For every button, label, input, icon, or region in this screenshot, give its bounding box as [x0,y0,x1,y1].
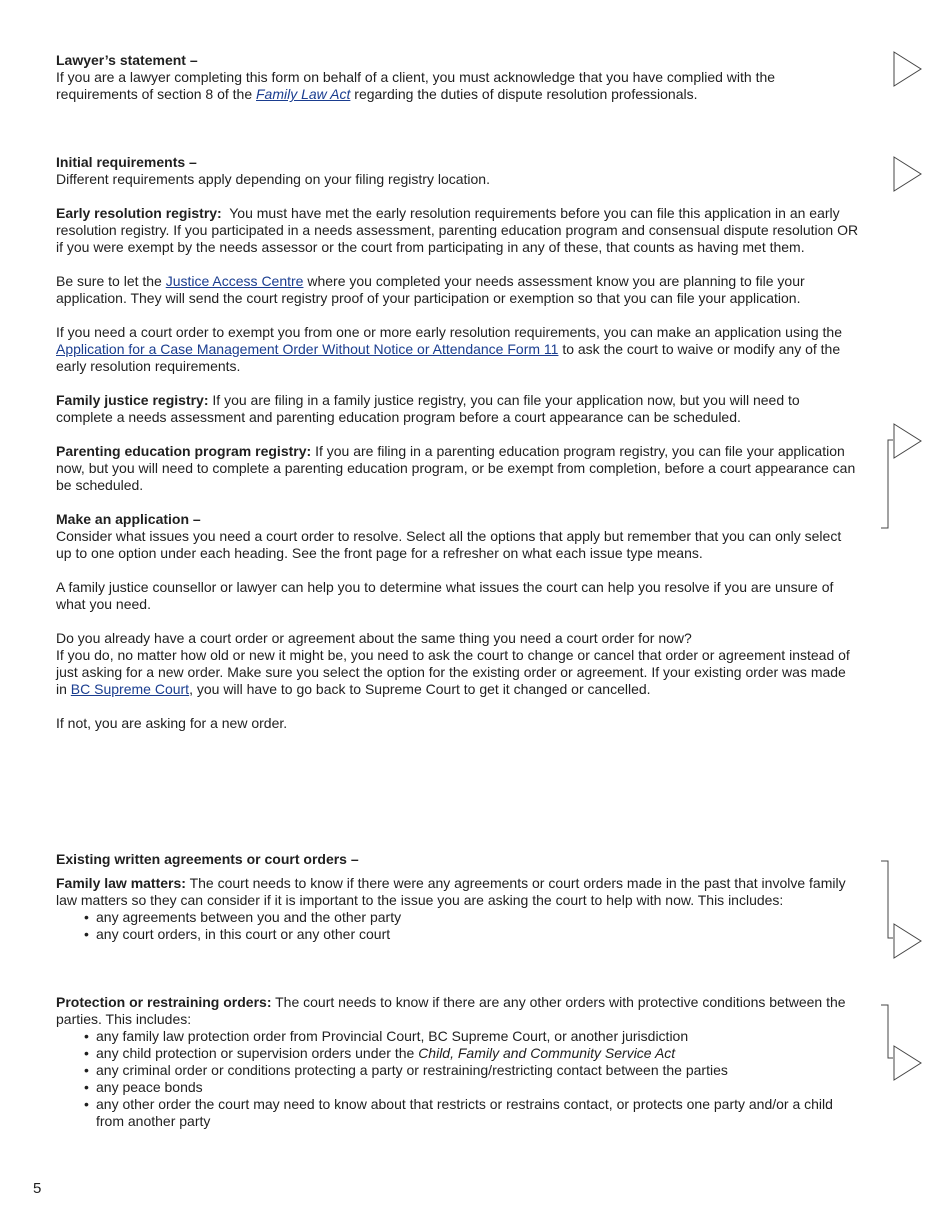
application-p1: Consider what issues you need a court order to resolve. Select all the options that apply but remember that you can only select up to one option under each heading. See the front page for a refresher on what each issue type means. [56,528,842,561]
existing-heading: Existing written agreements or court orders – [56,851,359,867]
arrow-marker-icon [893,156,923,192]
list-item: • any agreements between you and the other party [96,909,859,926]
family-justice-paragraph: Family justice registry: If you are filing in a family justice registry, you can file your application now, but you will need to complete a needs assessment and parenting education program before a court appearance can be scheduled. [56,392,800,425]
family-law-list [56,909,859,943]
bracket-connector [878,1002,898,1072]
page-number: 5 [33,1180,42,1197]
protection-list [56,1028,859,1130]
lawyer-text: If you are a lawyer completing this form on behalf of a client, you must acknowledge that you have complied with the requirements of section 8 of the Family Law Act regarding the duties of dispute resolution professionals. [56,69,776,102]
lawyer-heading: Lawyer’s statement – [56,52,198,68]
list-item: • any criminal order or conditions protecting a party or restraining/restricting contact between the parties [96,1062,859,1079]
form-instructions [56,52,859,1130]
protection-paragraph: Protection or restraining orders: The court needs to know if there are any other orders with protective conditions between the parties. This includes: [56,994,846,1027]
justice-access-centre-link[interactable]: Justice Access Centre [165,273,304,289]
early-resolution-paragraph: Early resolution registry: You must have met the early resolution requirements before you can file this application in an early resolution registry. If you participated in a needs assessment, parenting education program and consensual dispute resolution OR if you were exempt by the needs assessor or the court from participating in any of these, that counts as having met them. [56,205,859,255]
application-question: Do you already have a court order or agreement about the same thing you need a court order for now? [56,630,692,646]
list-item: • any child protection or supervision orders under the Child, Family and Community Service Act [96,1045,859,1062]
justice-access-paragraph: Be sure to let the Justice Access Centre where you completed your needs assessment know you are planning to file your application. They will send the court registry proof of your participation or exemption so that you can file your application. [56,273,805,306]
initial-heading: Initial requirements – [56,154,197,170]
arrow-marker-icon [893,51,923,87]
family-law-act-link[interactable]: Family Law Act [256,86,351,102]
application-p3: If you do, no matter how old or new it might be, you need to ask the court to change or cancel that order or agreement instead of just asking for a new order. Make sure you select the option for the existing order or agreement. If your existing order was made in BC Supreme Court, you will have to go back to Supreme Court to get it changed or cancelled. [56,647,850,697]
list-item: • any other order the court may need to know about that restricts or restrains contact, or protects one party and/or a child from another party [96,1096,859,1130]
family-law-paragraph: Family law matters: The court needs to know if there were any agreements or court orders made in the past that involve family law matters so they can consider if it is important to the issue you are asking the court to help with now. This includes: [56,875,846,908]
parenting-education-paragraph: Parenting education program registry: If you are filing in a parenting education program registry, you can file your application now, but you will need to complete a parenting education program, or be exempt from completion, before a court appearance can be scheduled. [56,443,856,493]
application-p2: A family justice counsellor or lawyer can help you to determine what issues the court can help you resolve if you are unsure of what you need. [56,579,834,612]
initial-intro: Different requirements apply depending on your filing registry location. [56,171,490,187]
bracket-connector [878,858,898,948]
list-item: • any peace bonds [96,1079,859,1096]
exemption-paragraph: If you need a court order to exempt you from one or more early resolution requirements, you can make an application using the Application for a Case Management Order Without Notice or Attendance Form 11 to ask the court to waive or modify any of the early resolution requirements. [56,324,842,374]
application-p4: If not, you are asking for a new order. [56,715,288,731]
list-item: • any court orders, in this court or any other court [96,926,859,943]
form-11-link[interactable]: Application for a Case Management Order Without Notice or Attendance Form 11 [56,341,559,357]
bc-supreme-court-link[interactable]: BC Supreme Court [70,681,190,697]
application-heading: Make an application – [56,511,201,527]
bracket-connector [878,430,898,532]
list-item: • any family law protection order from Provincial Court, BC Supreme Court, or another jurisdiction [96,1028,859,1045]
